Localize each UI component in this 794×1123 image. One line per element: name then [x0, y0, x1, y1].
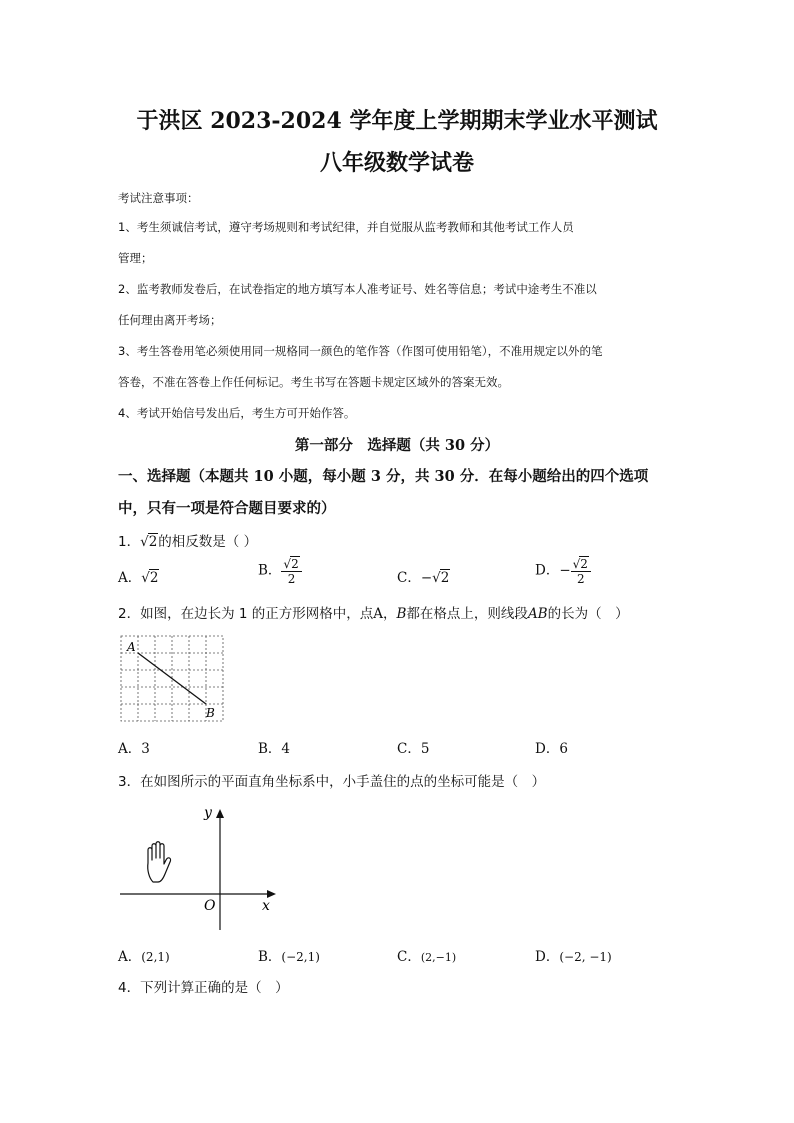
notes-heading: 考试注意事项： [118, 191, 199, 205]
q1-option-a-radical-sign: √ [141, 570, 150, 586]
q3-x-arrow [267, 890, 276, 898]
q2-stem-start: 2．如图，在边长为 1 的正方形网格中，点 [118, 606, 374, 622]
q2-stem-end: 的长为（ ） [547, 606, 629, 622]
q1-option-a-label: A． [118, 570, 142, 586]
q2-option-c[interactable]: C．5 [397, 741, 430, 757]
part1-instruction-line-1: 一、选择题（本题共 10 小题，每小题 3 分，共 30 分．在每小题给出的四个选项 [118, 468, 649, 485]
q1-option-d-sign: − [559, 562, 571, 579]
question-3: 3．在如图所示的平面直角坐标系中，小手盖住的点的坐标可能是（ ） [118, 774, 546, 790]
hand-icon [148, 842, 171, 882]
q1-option-d-label: D． [535, 562, 560, 579]
exam-subtitle: 八年级数学试卷 [319, 150, 474, 176]
q1-option-b-fraction [281, 556, 301, 586]
question-1 [118, 530, 257, 550]
note-3-line-2: 答卷，不准在答卷上作任何标记。考生书写在答题卡规定区域外的答案无效。 [118, 375, 509, 389]
q3-option-d[interactable] [535, 945, 612, 965]
q2-label-b: B [206, 706, 215, 720]
q2-stem-mid: 都在格点上，则线段 [406, 606, 528, 622]
q1-option-c-sign: − [420, 570, 433, 586]
q3-option-d-label: D． [535, 949, 560, 965]
q2-grid-figure [118, 634, 228, 724]
q1-radical-sign: √ [140, 534, 149, 550]
q3-label-origin: O [204, 898, 216, 914]
note-1-line-1: 1、考生须诚信考试，遵守考场规则和考试纪律，并自觉服从监考教师和其他考试工作人员 [118, 220, 574, 234]
q3-option-a-label: A． [118, 949, 142, 965]
q3-option-a-value: (2,1) [141, 950, 170, 964]
q2-point-b: B [396, 606, 407, 622]
q3-option-c-value: (2,−1) [420, 951, 457, 964]
question-2 [118, 602, 629, 622]
q2-option-d[interactable]: D．6 [535, 741, 568, 757]
q3-coordinate-figure [118, 800, 283, 935]
question-4: 4．下列计算正确的是（ ） [118, 980, 289, 996]
q3-option-b[interactable] [258, 945, 320, 965]
note-1-line-2: 管理； [118, 251, 153, 265]
q2-point-a: A [373, 606, 384, 622]
q1-option-d-denominator: 2 [576, 572, 585, 586]
part1-heading: 第一部分 选择题（共 30 分） [294, 437, 500, 454]
q3-label-y: y [204, 805, 212, 821]
q3-option-b-value: (−2,1) [281, 950, 320, 964]
q1-option-b-denominator: 2 [287, 572, 296, 586]
q1-option-d[interactable] [535, 556, 591, 586]
q2-label-a: A [127, 640, 136, 654]
exam-title: 于洪区 2023-2024 学年度上学期期末学业水平测试 [136, 108, 658, 134]
q1-option-d-fraction [571, 556, 591, 586]
q1-stem: 的相反数是（ ） [158, 534, 258, 550]
q3-option-c[interactable] [397, 945, 456, 965]
q2-option-a[interactable]: A．3 [118, 741, 150, 757]
q1-option-b-radical-sign: √ [283, 557, 292, 571]
q1-option-c-radicand: 2 [440, 570, 450, 586]
q1-prefix: 1． [118, 534, 141, 550]
q1-option-d-radical-sign: √ [572, 557, 581, 571]
q1-radicand: 2 [148, 534, 158, 550]
q1-option-c[interactable] [397, 566, 450, 586]
q1-option-a-radicand: 2 [149, 570, 159, 586]
q3-label-x: x [262, 898, 270, 914]
q1-option-b[interactable] [258, 556, 302, 586]
q1-option-a[interactable] [118, 566, 159, 586]
q3-option-c-label: C． [397, 949, 421, 965]
q3-option-b-label: B． [258, 949, 282, 965]
note-2-line-1: 2、监考教师发卷后，在试卷指定的地方填写本人准考证号、姓名等信息；考试中途考生不准以 [118, 282, 597, 296]
q3-option-a[interactable] [118, 945, 170, 965]
q2-segment: AB [527, 606, 548, 622]
q1-option-b-label: B． [258, 562, 282, 579]
note-3-line-1: 3、考生答卷用笔必须使用同一规格同一颜色的笔作答（作图可使用铅笔），不准用规定以外的笔 [118, 344, 603, 358]
q2-separator: ， [383, 606, 397, 622]
part1-instruction-line-2: 中，只有一项是符合题目要求的） [118, 500, 336, 517]
q1-option-d-numerator: 2 [580, 557, 588, 571]
q1-option-c-label: C． [397, 570, 421, 586]
note-2-line-2: 任何理由离开考场； [118, 313, 222, 327]
q1-option-c-radical-sign: √ [432, 570, 441, 586]
q1-option-b-numerator: 2 [291, 557, 299, 571]
q3-option-d-value: (−2, −1) [559, 950, 612, 964]
q2-option-b[interactable]: B．4 [258, 741, 291, 757]
q3-y-arrow [216, 809, 224, 818]
note-4: 4、考试开始信号发出后，考生方可开始作答。 [118, 406, 356, 420]
